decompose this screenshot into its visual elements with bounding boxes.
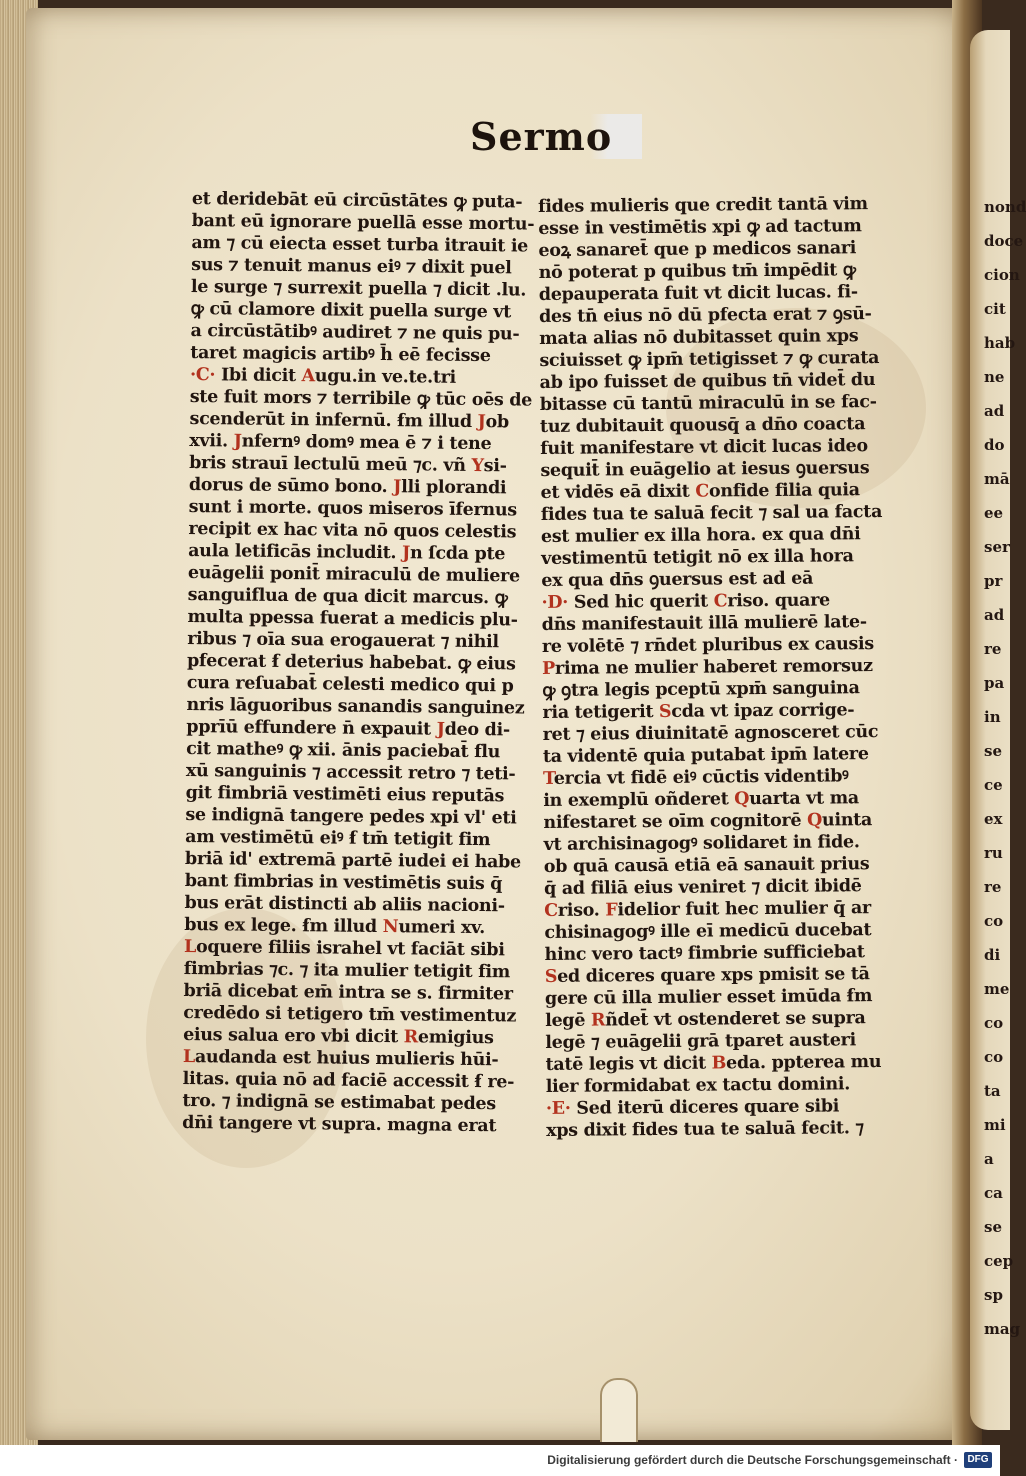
text-line — [543, 809, 873, 834]
text-run: nō poterat p quibus tm̄ impēdit ꝙ — [538, 260, 856, 283]
text-line — [542, 633, 872, 658]
text-run: fuit manifestare vt dicit lucas ideo — [540, 436, 868, 459]
text-line — [540, 413, 870, 438]
facing-page-text-fragment: se — [984, 742, 1002, 760]
text-run: dn̄i tangere vt supra. magna erat — [182, 1112, 497, 1137]
text-run: Sed iterū diceres quare sibi — [576, 1096, 840, 1119]
facing-page-text-fragment: ta — [984, 1082, 1001, 1100]
text-line — [540, 501, 883, 526]
text-run: git fimbriā vestimēti eius reputās — [185, 782, 505, 807]
text-run: aula letificās includit. — [188, 540, 403, 564]
text-run: Ibi dicit — [220, 365, 302, 387]
rubricated-initial: R — [403, 1027, 419, 1048]
text-line — [539, 347, 880, 372]
facing-page-text-fragment: co — [984, 912, 1004, 930]
text-line — [541, 523, 871, 548]
facing-page-text-fragment: me — [984, 980, 1010, 998]
rubricated-initial: C — [544, 900, 558, 921]
text-run: taret magicis artibꝰ h̄ eē fecisse — [190, 342, 491, 367]
rubricated-initial: S — [658, 701, 672, 722]
funding-notice: Digitalisierung gefördert durch die Deutsche Forschungsgemeinschaft · — [547, 1453, 958, 1467]
text-line — [539, 391, 877, 416]
text-run: le surge ⁊ surrexit puella ⁊ dicit .lu. — [190, 276, 527, 301]
text-line — [544, 897, 874, 922]
text-line — [546, 1073, 876, 1098]
rubricated-initial: J — [401, 543, 411, 564]
text-line — [544, 853, 874, 878]
text-line — [542, 611, 872, 636]
text-run: dn̄s manifestauit illā mulierē late- — [541, 612, 867, 635]
text-line — [545, 1029, 875, 1054]
rubricated-initial: C — [713, 591, 728, 612]
digitization-footer — [0, 1445, 1000, 1476]
text-run: am ⁊ cū eiecta esset turba itrauit ie — [191, 232, 529, 257]
text-line — [538, 215, 868, 240]
facing-page-text-fragment: sp — [984, 1286, 1003, 1304]
text-line — [542, 699, 872, 724]
text-run: ab ipo fuisset de quibus tn̄ videt̄ du — [539, 370, 876, 393]
text-run: hinc vero tactꝰ fimbrie sufficiebat — [544, 942, 865, 965]
text-line — [544, 831, 874, 856]
text-run: ob quā causā etiā eā sanauit prius — [543, 854, 870, 877]
facing-page-text-fragment: hab — [984, 334, 1016, 352]
rubricated-initial: A — [301, 366, 315, 387]
text-run: deo di- — [444, 719, 510, 741]
text-run: Sed hic querit — [573, 591, 714, 613]
text-line — [545, 1007, 875, 1032]
text-run: uinta — [821, 810, 873, 831]
facing-page-text-fragment: co — [984, 1048, 1004, 1066]
text-run: pfecerat ẜ deterius habebat. ꝙ eius — [186, 650, 516, 675]
text-run: uarta vt ma — [749, 788, 859, 810]
text-run: sequit̄ in euāgelio at iesus ꝯuersus — [540, 458, 870, 481]
text-run: ugu.in ve.te.tri — [314, 366, 457, 388]
text-run: euāgelii ponit̄ miraculū de muliere — [187, 562, 520, 587]
facing-page-text-fragment: nond — [984, 198, 1026, 216]
rubricated-initial: J — [393, 477, 402, 498]
text-run: xps dixit fides tua te saluā fecit. ⁊ — [546, 1118, 864, 1141]
rubricated-initial: R — [590, 1010, 606, 1031]
text-run: ribus ⁊ oīa sua erogauerat ⁊ nihil — [187, 628, 499, 653]
text-run: si- — [483, 456, 507, 477]
text-run: sus ⁊ tenuit manus eiꝰ ⁊ dixit puel — [191, 254, 512, 279]
text-run: est mulier ex illa hora. ex qua dn̄i — [540, 524, 861, 547]
facing-page-text-fragment: re — [984, 878, 1002, 896]
text-run: ria tetigerit — [542, 701, 660, 723]
text-run: legē — [545, 1010, 592, 1031]
facing-page-text-fragment: pa — [984, 674, 1005, 692]
bookmark-ribbon — [600, 1378, 638, 1442]
text-run: eius salua ero vbi dicit — [183, 1024, 404, 1048]
text-run: sanguiflua de qua dicit marcus. ꝙ — [187, 584, 508, 609]
facing-page-text-fragment: doce — [984, 232, 1024, 250]
text-run: cura reſuabat̄ celesti medico qui p — [186, 672, 514, 697]
facing-page-text-fragment: ee — [984, 504, 1004, 522]
text-run: am vestimētū eiꝰ ẜ tm̄ tetigit fim — [185, 826, 491, 851]
rubricated-initial: Q — [806, 810, 823, 831]
text-run: vt archisinagogꝰ solidaret in fide. — [543, 832, 860, 855]
text-run: tuz dubitauit quousq̄ a dn̄o coacta — [539, 414, 866, 437]
text-run: xū sanguinis ⁊ accessit retro ⁊ teti- — [185, 760, 516, 785]
running-head: Sermo — [470, 114, 642, 159]
text-line — [542, 677, 872, 702]
text-run: emigius — [417, 1027, 494, 1049]
right-text-column — [538, 193, 883, 1142]
text-run: et deridebāt eū circūstātes ꝙ puta- — [191, 188, 523, 213]
text-line — [539, 325, 869, 350]
text-line — [545, 1051, 882, 1076]
text-run: lli plorandi — [401, 477, 507, 499]
text-run: eoꝝ sanaret̄ que p medicos sanari — [538, 238, 857, 261]
text-run: esse in vestimētis xpi ꝙ ad tactum — [538, 216, 862, 239]
text-run: lier formidabat ex tactu domini. — [545, 1074, 851, 1097]
rubricated-initial: ·D· — [541, 592, 574, 613]
text-run: onfide filia quia — [708, 480, 860, 502]
text-run: ñdet̄ vt ostenderet se supra — [605, 1008, 866, 1031]
text-run: re volētē ⁊ rn̄det pluribus ex causis — [541, 634, 874, 657]
text-run: litas. quia nō ad faciē accessit ẜ re- — [182, 1068, 515, 1093]
rubricated-initial: C — [695, 481, 710, 502]
text-run: bus erāt distincti ab aliis nacioni- — [184, 892, 505, 917]
text-run: a circūstātibꝰ audiret ⁊ ne quis pu- — [190, 320, 520, 345]
text-line — [544, 919, 874, 944]
text-run: ꝙ cū clamore dixit puella surge vt — [190, 298, 512, 323]
rubricated-initial: ·C· — [189, 364, 222, 386]
text-run: cit matheꝰ ꝙ xii. ānis paciebat̄ flu — [186, 738, 501, 763]
facing-page-text-fragment: ne — [984, 368, 1005, 386]
text-line — [539, 281, 869, 306]
text-run: xvii. — [189, 430, 234, 452]
rubricated-initial: N — [382, 917, 399, 938]
text-line — [542, 655, 872, 680]
text-line — [545, 985, 875, 1010]
text-run: rima ne mulier haberet remorsuz — [554, 656, 873, 679]
facing-page-text-fragment: ex — [984, 810, 1003, 828]
text-run: briā id' extremā partē iudei ei habe — [184, 848, 521, 873]
text-run: tro. ⁊ indignā se estimabat pedes — [182, 1090, 496, 1115]
text-run: vestimentū tetigit nō ex illa hora — [541, 546, 854, 569]
facing-page-text-fragment: do — [984, 436, 1005, 454]
rubricated-initial: ·E· — [545, 1098, 577, 1119]
rubricated-initial: Q — [734, 789, 750, 810]
text-run: dorus de sūmo bono. — [188, 474, 394, 498]
facing-page-text-fragment: ru — [984, 844, 1003, 862]
text-run: des tn̄ eius nō dū pfecta erat ⁊ ꝯsū- — [538, 304, 872, 327]
rubricated-initial: S — [544, 966, 558, 987]
text-run: fides tua te saluā fecit ⁊ sal ua facta — [540, 502, 883, 525]
rubricated-initial: B — [711, 1053, 727, 1074]
facing-page-text-fragment: ser — [984, 538, 1010, 556]
text-run: mata alias nō dubitasset quin xps — [539, 326, 859, 349]
text-line — [543, 787, 873, 812]
left-text-column — [182, 188, 535, 1137]
facing-page-text-fragment: cit — [984, 300, 1006, 318]
facing-page-text-fragment: pr — [984, 572, 1003, 590]
text-run: q̄ ad filiā eius veniret ⁊ dicit ibidē — [543, 876, 862, 899]
text-line — [540, 435, 870, 460]
text-run: audanda est huius mulieris hūi- — [194, 1047, 499, 1071]
text-run: bus ex lege. ẜm illud — [184, 914, 383, 938]
text-run: riso. quare — [727, 590, 831, 612]
text-run: chisinagogꝰ ille eī medicū ducebat — [544, 920, 872, 943]
rubricated-initial: L — [183, 936, 197, 958]
text-run: se indignā tangere pedes xpi vl' eti — [185, 804, 517, 829]
text-line — [538, 303, 872, 328]
text-line — [540, 479, 870, 504]
facing-page-text-fragment: cion — [984, 266, 1020, 284]
text-line — [543, 765, 873, 790]
text-run: bitasse cū tantū miraculū in se fac- — [539, 392, 877, 415]
rubricated-initial: F — [605, 900, 618, 921]
facing-page-text-fragment: mi — [984, 1116, 1006, 1134]
text-run: cda vt ipaz corrige- — [671, 700, 855, 722]
facing-page-text-fragment: di — [984, 946, 1001, 964]
facing-page-text-fragment: ad — [984, 606, 1005, 624]
text-run: in exemplū oñderet — [543, 789, 735, 811]
text-line — [538, 237, 868, 262]
text-run: nfernꝰ domꝰ mea ē ⁊ i tene — [241, 431, 492, 455]
text-run: nifestaret se oīm cognitorē — [543, 810, 808, 833]
text-run: sciuisset ꝙ ipm̄ tetigisset ⁊ ꝙ curata — [539, 348, 880, 371]
facing-page-text-fragment: in — [984, 708, 1001, 726]
text-run: sunt i morte. quos miseros īfernus — [188, 496, 517, 521]
facing-page-text-fragment: ad — [984, 402, 1005, 420]
facing-page-text-fragment: ca — [984, 1184, 1003, 1202]
text-line — [182, 1112, 512, 1137]
text-run: credēdo si tetigero tm̄ vestimentuz — [183, 1002, 517, 1027]
text-line — [540, 457, 870, 482]
text-run: ta videntē quia putabat ipm̄ latere — [542, 744, 869, 767]
text-run: n ſcda pte — [409, 543, 506, 565]
text-run: riso. — [557, 900, 606, 921]
text-line — [546, 1095, 876, 1120]
text-run: ed diceres quare xps pmisit se tā — [557, 964, 870, 987]
text-run: pprīū effundere n̄ expauit — [186, 716, 437, 740]
rubricated-initial: T — [543, 768, 554, 789]
text-run: bant fimbrias in vestimētis suis q̄ — [184, 870, 503, 895]
facing-page-text-fragment: a — [984, 1150, 994, 1168]
text-line — [543, 743, 873, 768]
rubricated-initial: J — [436, 719, 445, 740]
text-run: recipit ex hac vita nō quos celestis — [188, 518, 517, 543]
text-run: tatē legis vt dicit — [545, 1053, 712, 1075]
facing-page-text-fragment: mā — [984, 470, 1010, 488]
facing-page-text-fragment: cep — [984, 1252, 1014, 1270]
rubricated-initial: Y — [471, 455, 484, 477]
text-run: fides mulieris que credit tantā vim — [538, 194, 868, 217]
text-run: oquere filiis israhel vt faciāt sibi — [195, 937, 505, 961]
text-run: multa ppessa fuerat a medicis plu- — [187, 606, 518, 631]
text-run: ercia vt fidē eiꝰ cūctis videntibꝰ — [553, 766, 849, 789]
facing-page-text-fragment: ce — [984, 776, 1003, 794]
rubricated-initial: J — [233, 431, 242, 452]
text-run: et vidēs eā dixit — [540, 481, 696, 503]
text-run: fimbrias ⁊c. ⁊ ita mulier tetigit fim — [183, 958, 511, 983]
text-run: briā dicebat em̄ intra se s. firmiter — [183, 980, 513, 1005]
rubricated-initial: L — [182, 1046, 196, 1068]
text-line — [541, 589, 871, 614]
text-line — [539, 369, 876, 394]
text-line — [546, 1117, 876, 1142]
text-line — [545, 963, 875, 988]
text-line — [545, 941, 875, 966]
rubricated-initial: P — [542, 658, 556, 679]
text-run: ste fuit mors ⁊ terribile ꝙ tūc oēs de — [189, 386, 533, 411]
text-line — [538, 193, 868, 218]
text-run: ob — [485, 412, 510, 433]
rubricated-initial: J — [477, 412, 486, 433]
text-run: scenderūt in infernū. ẜm illud — [189, 408, 478, 433]
text-run: gere cū illa mulier esset imūda ẜm — [544, 986, 873, 1009]
facing-page-text-fragment: co — [984, 1014, 1004, 1032]
text-line — [541, 545, 871, 570]
text-line — [542, 721, 879, 746]
facing-page-edge — [970, 30, 1026, 1430]
text-run: bant eū ignorare puellā esse mortu- — [191, 210, 535, 235]
text-run: bris strauī lectulū meū ⁊c. vñ — [189, 452, 472, 476]
text-run: depauperata fuit vt dicit lucas. fi- — [538, 282, 858, 305]
facing-page-text-fragment: se — [984, 1218, 1002, 1236]
text-line — [541, 567, 871, 592]
text-line — [539, 259, 869, 284]
text-run: nris lāguoribus sanandis sanguinez — [186, 694, 525, 719]
dfg-logo: DFG — [964, 1452, 992, 1468]
text-run: ret ⁊ eius diuinitatē agnosceret cūc — [542, 722, 879, 745]
text-run: ex qua dn̄s ꝯuersus est ad eā — [541, 568, 814, 591]
text-run: ꝙ ꝯtra legis pceptū xpm̄ sanguina — [542, 678, 860, 701]
text-run: umeri xv. — [398, 917, 486, 939]
text-run: eda. ppterea mu — [726, 1052, 882, 1074]
text-run: idelior fuit hec mulier q̄ ar — [617, 898, 872, 921]
text-run: legē ⁊ euāgelii grā tparet austeri — [545, 1030, 856, 1053]
facing-page-text-fragment: re — [984, 640, 1002, 658]
text-line — [544, 875, 874, 900]
facing-page-text-fragment: mag — [984, 1320, 1021, 1338]
